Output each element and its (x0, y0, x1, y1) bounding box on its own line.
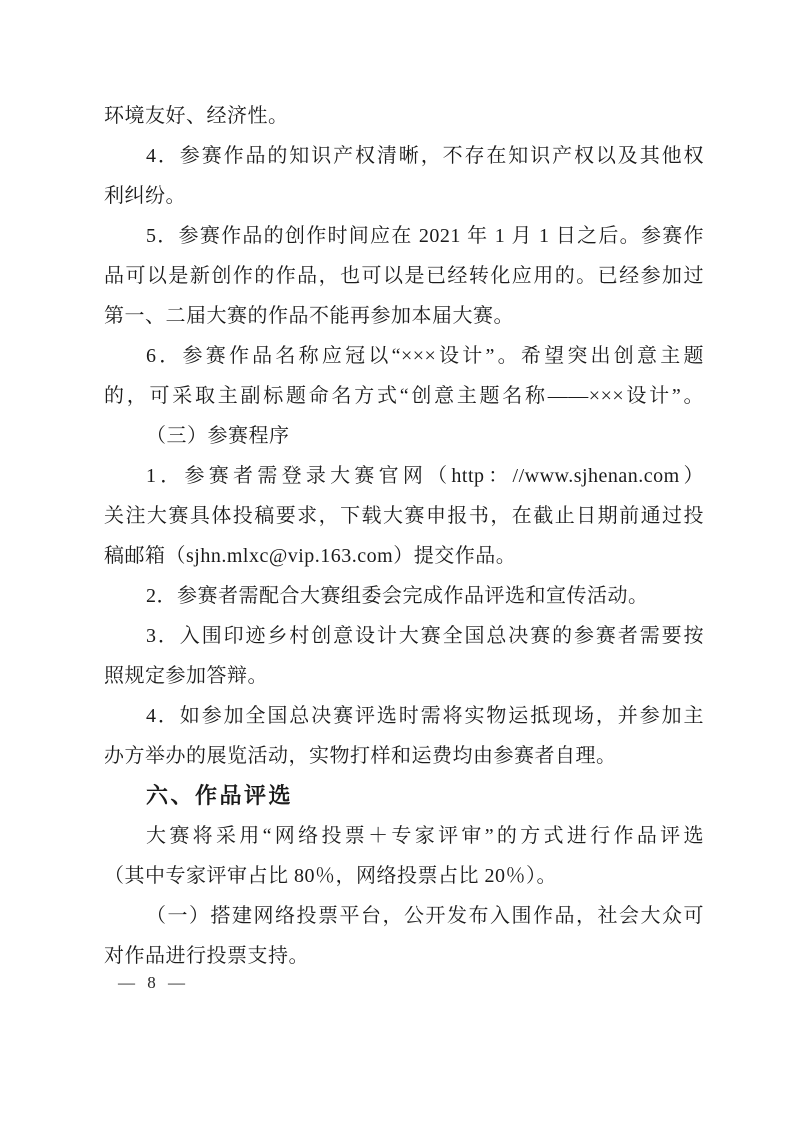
document-text-block (104, 96, 704, 976)
document-line: 2．参赛者需配合大赛组委会完成作品评选和宣传活动。 (146, 585, 649, 607)
document-line: 办方举办的展览活动，实物打样和运费均由参赛者自理。 (104, 745, 617, 767)
document-line: 品可以是新创作的作品，也可以是已经转化应用的。已经参加过 (104, 265, 704, 287)
document-line: 6．参赛作品名称应冠以“×××设计”。希望突出创意主题 (146, 345, 704, 367)
document-line: （其中专家评审占比 80％，网络投票占比 20％）。 (104, 865, 557, 887)
document-line: 的，可采取主副标题命名方式“创意主题名称——×××设计”。 (104, 385, 704, 407)
document-line: 照规定参加答辩。 (104, 665, 268, 687)
page-number: — 8 — (118, 973, 189, 992)
document-line: 4．参赛作品的知识产权清晰，不存在知识产权以及其他权 (146, 145, 704, 167)
document-line: 稿邮箱（sjhn.mlxc@vip.163.com）提交作品。 (104, 545, 517, 567)
document-line: 4．如参加全国总决赛评选时需将实物运抵现场，并参加主 (146, 705, 704, 727)
document-line: 利纠纷。 (104, 185, 186, 207)
document-line: （三）参赛程序 (146, 425, 290, 447)
document-line: 环境友好、经济性。 (104, 105, 289, 127)
section-heading: 六、作品评选 (146, 783, 294, 808)
document-line: （一）搭建网络投票平台，公开发布入围作品，社会大众可 (146, 905, 704, 927)
document-line: 5．参赛作品的创作时间应在 2021 年 1 月 1 日之后。参赛作 (146, 225, 704, 247)
document-line: 对作品进行投票支持。 (104, 945, 309, 967)
document-line: 3．入围印迹乡村创意设计大赛全国总决赛的参赛者需要按 (146, 625, 704, 647)
document-line: 关注大赛具体投稿要求，下载大赛申报书，在截止日期前通过投 (104, 505, 704, 527)
document-line: 1．参赛者需登录大赛官网（http：//www.sjhenan.com） (146, 465, 704, 487)
document-line: 第一、二届大赛的作品不能再参加本届大赛。 (104, 305, 514, 327)
document-line: 大赛将采用“网络投票＋专家评审”的方式进行作品评选 (146, 825, 704, 847)
